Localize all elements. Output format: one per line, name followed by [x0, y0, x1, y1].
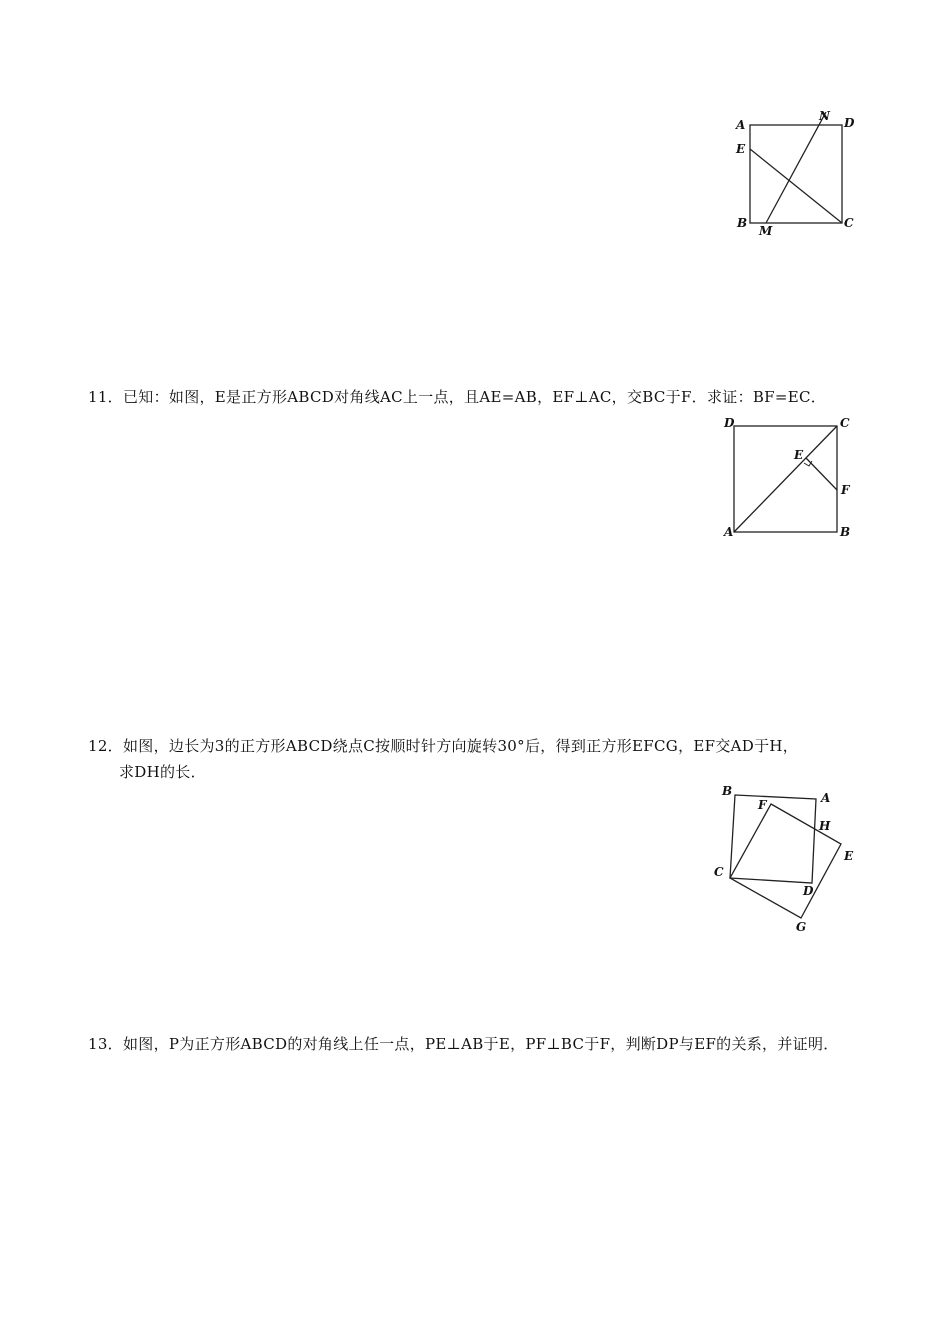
label-a: A: [736, 118, 746, 132]
label-g: G: [796, 920, 807, 934]
label-e: E: [736, 142, 746, 156]
label-d: D: [803, 884, 814, 898]
problem-number: 13．: [88, 1035, 123, 1053]
right-angle-mark: [804, 461, 812, 466]
square-abcd: [750, 125, 842, 223]
label-a: A: [724, 525, 734, 539]
label-f: F: [758, 798, 767, 812]
problem-13: [88, 1031, 839, 1057]
problem-12: [88, 733, 798, 785]
problem-text: 已知：如图，E是正方形ABCD对角线AC上一点，且AE=AB，EF⊥AC，交BC于F．求证：BF=EC．: [123, 388, 827, 406]
square-abcd: [730, 795, 816, 883]
label-h: H: [819, 819, 831, 833]
label-c: C: [844, 216, 854, 230]
label-m: M: [759, 224, 773, 238]
figure-rotated-squares: [708, 782, 868, 934]
label-n: N: [819, 109, 830, 123]
problem-text-line1: 如图，边长为3的正方形ABCD绕点C按顺时针方向旋转30°后，得到正方形EFCG，EF交AD于H，: [123, 737, 799, 755]
segment-ec: [750, 149, 842, 223]
figure-square-diagonal: [718, 412, 858, 542]
label-c: C: [840, 416, 850, 430]
label-c: C: [714, 865, 724, 879]
label-b: B: [840, 525, 851, 539]
label-d: D: [844, 116, 855, 130]
label-e: E: [844, 849, 854, 863]
problem-number: 12．: [88, 737, 123, 755]
label-b: B: [737, 216, 748, 230]
label-b: B: [722, 784, 733, 798]
problem-text-line2: 求DH的长．: [119, 763, 206, 781]
problem-11: [88, 384, 826, 410]
problem-number: 11．: [88, 388, 123, 406]
label-a: A: [821, 791, 831, 805]
label-d: D: [724, 416, 735, 430]
diagonal-ac: [734, 426, 837, 532]
label-f: F: [841, 483, 850, 497]
problem-text: 如图，P为正方形ABCD的对角线上任一点，PE⊥AB于E，PF⊥BC于F，判断DP与EF的关系，并证明．: [123, 1035, 839, 1053]
figure-square-intersecting-segments: [730, 108, 860, 240]
label-e: E: [794, 448, 804, 462]
segment-mn: [766, 112, 826, 223]
